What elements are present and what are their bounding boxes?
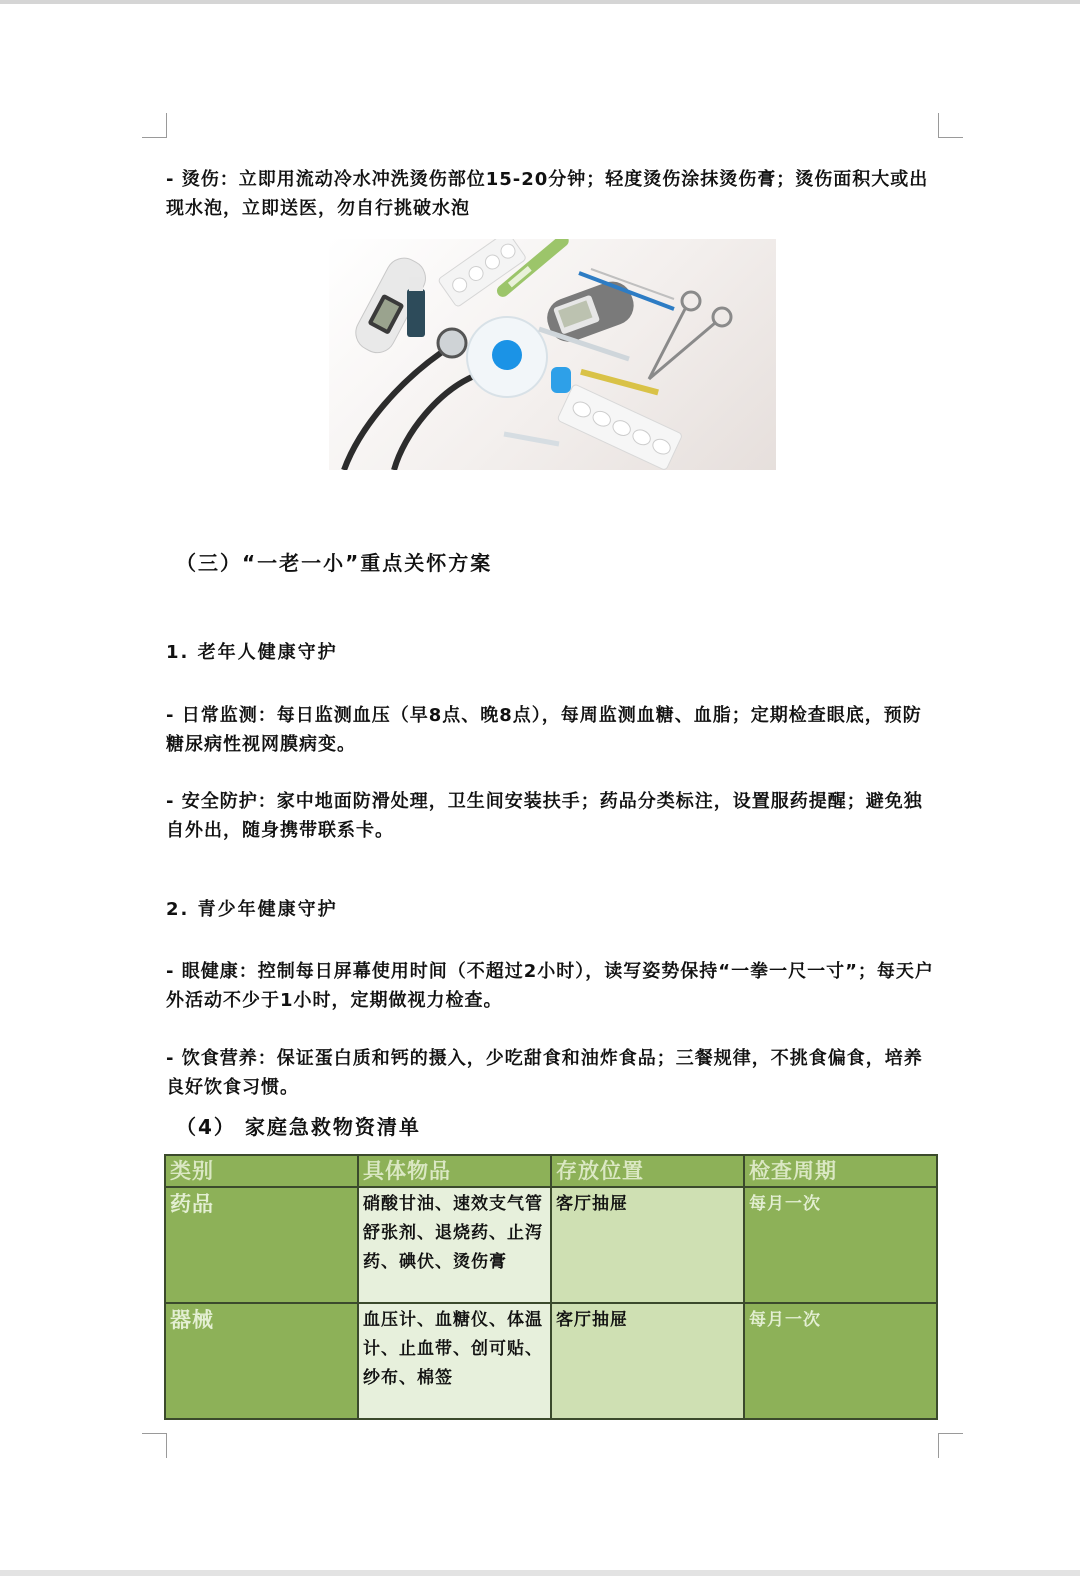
stethoscope-icon: [344, 344, 479, 470]
elder-health-heading: 1. 老年人健康守护: [166, 642, 338, 663]
burn-paragraph: - 烫伤：立即用流动冷水冲洗烫伤部位15-20分钟；轻度烫伤涂抹烫伤膏；烫伤面积大或出现水泡，立即送医，勿自行挑破水泡: [166, 169, 929, 219]
elder-monitoring-paragraph: - 日常监测：每日监测血压（早8点、晚8点），每周监测血糖、血脂；定期检查眼底，预防糖尿病性视网膜病变。: [166, 705, 922, 755]
table-header-row: [165, 1155, 937, 1187]
elder-safety-paragraph: - 安全防护：家中地面防滑处理，卫生间安装扶手；药品分类标注，设置服药提醒；避免独自外出，随身携带联系卡。: [166, 791, 923, 841]
vial-icon: [407, 289, 425, 337]
youth-eye-paragraph: - 眼健康：控制每日屏幕使用时间（不超过2小时），读写姿势保持“一拳一尺一寸”；每天户外活动不少于1小时，定期做视力检查。: [166, 961, 934, 1011]
header-items: 具体物品: [358, 1155, 551, 1187]
youth-health-heading: 2. 青少年健康守护: [166, 899, 338, 920]
dropper-icon: [551, 367, 571, 393]
cell-items: 硝酸甘油、速效支气管舒张剂、退烧药、止泻药、碘伏、烫伤膏: [358, 1187, 551, 1303]
header-category: 类别: [165, 1155, 358, 1187]
cell-category: 器械: [165, 1303, 358, 1419]
page-corner-mark-top-left: [142, 113, 167, 138]
cell-location: 客厅抽屉: [551, 1303, 744, 1419]
page-corner-mark-bottom-right: [938, 1433, 963, 1458]
cell-location: 客厅抽屉: [551, 1187, 744, 1303]
section-3-heading: （三）“一老一小”重点关怀方案: [176, 551, 493, 575]
header-location: 存放位置: [551, 1155, 744, 1187]
medical-supplies-photo: [329, 239, 776, 470]
first-aid-supplies-table: [164, 1154, 938, 1420]
tablet-blister-icon: [557, 384, 683, 470]
page-corner-mark-bottom-left: [142, 1433, 167, 1458]
header-check-period: 检查周期: [744, 1155, 937, 1187]
pill-blister-icon: [438, 239, 527, 308]
youth-diet-paragraph: - 饮食营养：保证蛋白质和钙的摄入，少吃甜食和油炸食品；三餐规律，不挑食偏食，培养良好饮食习惯。: [166, 1048, 923, 1098]
page-bottom-border: [0, 1570, 1080, 1576]
cell-check-period: 每月一次: [744, 1187, 937, 1303]
table-row: [165, 1187, 937, 1303]
cell-check-period: 每月一次: [744, 1303, 937, 1419]
cell-items: 血压计、血糖仪、体温计、止血带、创可贴、纱布、棉签: [358, 1303, 551, 1419]
table-row: [165, 1303, 937, 1419]
page-corner-mark-top-right: [938, 113, 963, 138]
medical-supplies-illustration: [329, 239, 776, 470]
page-top-border: [0, 0, 1080, 4]
cell-category: 药品: [165, 1187, 358, 1303]
test-strip-icon: [580, 369, 659, 396]
section-4-heading: （4） 家庭急救物资清单: [176, 1115, 421, 1139]
